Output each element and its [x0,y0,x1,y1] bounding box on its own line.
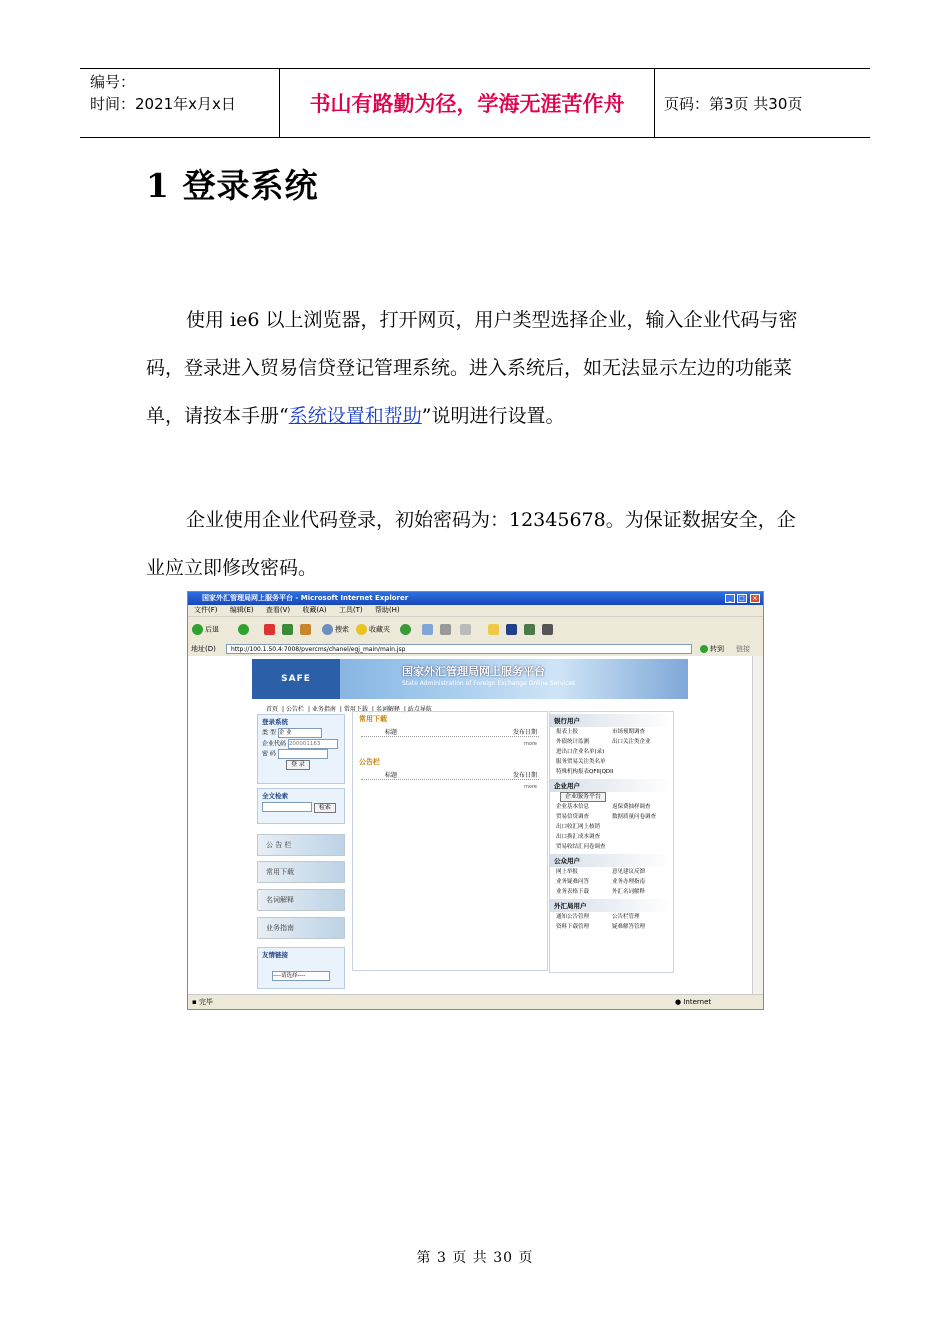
search-title: 全文检索 [262,792,288,800]
close-icon[interactable]: × [750,594,760,603]
nav-guide[interactable]: 业务指南 [311,706,336,713]
nav-download[interactable]: 常用下载 [343,706,368,713]
bank-users-row-2 [550,737,673,747]
fx-link[interactable]: 疑难解答管理 [612,924,646,930]
section-heading: 1 登录系统 [146,166,319,205]
bank-link[interactable]: 报表上报 [556,729,579,735]
print-button[interactable] [440,624,453,635]
bank-users-title: 银行用户 [550,714,673,727]
menu-edit[interactable]: 编辑(E) [229,606,254,614]
window-titlebar [188,592,763,605]
paragraph-1-text: 使用 ie6 以上浏览器，打开网页，用户类型选择企业，输入企业代码与密码，登录进入贸易信贷登记管理系统。进入系统后，如无法显示左边的功能菜单，请按本手册“ [146,309,798,427]
fx-link[interactable]: 通知公告管理 [556,914,590,920]
document-number: 编号： [90,73,136,91]
paragraph-1 [146,296,806,440]
enterprise-link[interactable]: 贸易收结汇问卷调查 [556,844,606,850]
login-button[interactable]: 登 录 [286,760,310,770]
right-column [549,711,674,973]
back-button[interactable] [192,624,219,635]
search-label: 搜索 [335,625,349,634]
middle-column [352,711,548,971]
login-button-row [286,760,344,770]
side-button-guide[interactable]: 业务指南 [257,917,345,939]
side-button-download[interactable]: 常用下载 [257,861,345,883]
public-row-2 [550,877,673,887]
platform-row [550,792,673,802]
extra-button[interactable] [542,624,555,635]
home-button[interactable] [300,624,313,635]
enterprise-link[interactable]: 贸易信贷调查 [556,814,590,820]
friend-links-row [272,971,344,982]
header-meta [80,69,280,137]
window-title: 国家外汇管理局网上服务平台 - Microsoft Internet Explorer [202,594,409,602]
downloads-col-date: 发布日期 [512,729,537,736]
downloads-more-link[interactable]: more [524,741,537,747]
favorites-label: 收藏夹 [369,625,390,634]
web-page-content [188,656,755,996]
menu-file[interactable]: 文件(F) [194,606,218,614]
nav-home[interactable]: 首页 [266,706,279,713]
research-button[interactable] [506,624,519,635]
edit-icon [460,624,471,635]
help-link[interactable]: 系统设置和帮助 [288,405,422,427]
mail-button[interactable] [422,624,435,635]
notices-header-row [361,769,539,780]
public-link[interactable]: 业务疑难问答 [556,879,590,885]
address-input[interactable]: http://100.1.50.4:7008/pvercms/chanel/egj_main/main.jsp [226,644,692,654]
internet-zone [675,995,711,1009]
tool-icon [542,624,553,635]
bank-link[interactable]: 出口关注类企业 [612,739,651,745]
type-select[interactable]: 企 业 [278,728,322,738]
menu-bar [188,605,763,616]
edit-button[interactable] [460,624,473,635]
nav-sitemap[interactable]: 站点导航 [407,706,432,713]
public-row-1 [550,867,673,877]
code-row [262,739,344,750]
status-bar [188,994,763,1009]
menu-help[interactable]: 帮助(H) [374,606,400,614]
notices-title: 公告栏 [359,758,380,766]
nav-notice[interactable]: 公告栏 [285,706,304,713]
fx-users-title: 外汇局用户 [550,899,673,912]
page-footer: 第 3 页 共 30 页 [416,1250,534,1266]
vertical-scrollbar[interactable] [752,656,763,996]
refresh-button[interactable] [282,624,295,635]
enterprise-row-1 [550,802,673,812]
enterprise-row-2 [550,812,673,822]
messenger-button[interactable] [524,624,537,635]
notices-col-date: 发布日期 [512,772,537,779]
site-banner [252,659,688,699]
favorites-button[interactable] [356,624,390,635]
menu-view[interactable]: 查看(V) [265,606,291,614]
fulltext-search-input[interactable] [262,802,312,812]
page-header [80,68,870,138]
bank-users-row-1 [550,727,673,737]
search-button[interactable] [322,624,349,635]
mail-icon [422,624,433,635]
menu-tools[interactable]: 工具(T) [338,606,363,614]
folder-icon [488,624,499,635]
back-label: 后退 [205,625,219,634]
enterprise-users-title: 企业用户 [550,779,673,792]
enterprise-link[interactable]: 返保费抽样调查 [612,804,651,810]
maximize-icon[interactable]: □ [737,594,747,603]
fx-link[interactable]: 公告栏管理 [612,914,640,920]
menu-favorites[interactable]: 收藏(A) [302,606,327,614]
password-input[interactable] [278,749,328,759]
bank-link[interactable]: 进出口企业名单(录) [556,749,605,755]
globe-icon: ● [675,998,682,1006]
search-submit-button[interactable]: 检索 [314,803,336,813]
side-button-glossary[interactable]: 名词解释 [257,889,345,911]
stop-icon [264,624,275,635]
fx-row-2 [550,922,673,932]
go-arrow-icon [700,645,708,653]
go-button[interactable] [700,642,724,656]
search-box [257,788,345,824]
forward-arrow-icon [238,624,249,635]
research-icon [506,624,517,635]
back-arrow-icon [192,624,203,635]
notices-col-title: 标题 [385,772,398,779]
header-page-number: 页码：第3页 共30页 [664,94,803,113]
browser-screenshot [187,591,764,1010]
paragraph-1-tail: ”说明进行设置。 [421,405,565,427]
banner-title: 国家外汇管理局网上服务平台 [402,665,545,678]
code-label: 企业代码 [262,740,287,747]
side-button-notice[interactable]: 公 告 栏 [257,834,345,856]
banner-subtitle: State Administration of Foreign Exchange Online Services [402,680,576,687]
public-row-3 [550,887,673,897]
password-label: 密 码 [262,750,276,758]
forward-button[interactable] [238,624,251,635]
folder-button[interactable] [488,624,501,635]
safe-logo[interactable]: SAFE [252,659,340,699]
status-text: 完毕 [198,998,213,1006]
messenger-icon [524,624,535,635]
bank-link[interactable]: 特殊机构报表QFII|QDII [556,769,614,775]
bank-link[interactable]: 服务贸易关注类名单 [556,759,606,765]
minimize-icon[interactable]: _ [725,594,735,603]
ie-page-icon: ▪ [192,998,197,1006]
search-icon [322,624,333,635]
public-link[interactable]: 意见建议反馈 [612,869,646,875]
document-time: 时间：2021年x月x日 [90,95,236,113]
search-row [262,802,344,813]
public-link[interactable]: 网上举报 [556,869,579,875]
friend-links-title: 友情链接 [262,951,288,959]
paragraph-2: 企业使用企业代码登录，初始密码为：12345678。为保证数据安全，企业应立即修改密码。 [146,509,796,579]
stop-button[interactable] [264,624,277,635]
enterprise-platform-button[interactable]: 企业服务平台 [560,792,606,802]
enterprise-code-input[interactable]: 200001163 [288,739,338,749]
password-row [262,749,344,760]
nav-glossary[interactable]: 名词解释 [375,706,400,713]
address-label: 地址(D) [191,645,216,653]
downloads-col-title: 标题 [385,729,398,736]
downloads-header-row [361,726,539,737]
public-link[interactable]: 业务表格下载 [556,889,590,895]
fx-link[interactable]: 资料下载管理 [556,924,590,930]
history-button[interactable] [400,624,413,635]
bank-link[interactable]: 外债统计监测 [556,739,590,745]
header-motto: 书山有路勤为径，学海无涯苦作舟 [280,69,655,137]
public-users-title: 公众用户 [550,854,673,867]
notices-more-link[interactable]: more [524,784,537,790]
enterprise-link[interactable]: 企业基本信息 [556,804,590,810]
browser-toolbar [188,616,763,643]
public-link[interactable]: 业务办理指南 [612,879,646,885]
friend-links-box [257,947,345,989]
login-box [257,714,345,784]
zone-label: Internet [683,998,712,1006]
history-icon [400,624,411,635]
go-label: 转到 [710,645,724,653]
links-label[interactable]: 链接 [736,645,750,653]
left-column [257,714,347,994]
site-nav: 首页 | 公告栏 | 业务指南 | 常用下载 | 名词解释 | 站点导航 [266,706,432,713]
public-link[interactable]: 外汇名词解释 [612,889,646,895]
friend-links-select[interactable]: ----请选择---- [272,971,330,981]
enterprise-link[interactable]: 数据质量问卷调查 [612,814,657,820]
home-icon [300,624,311,635]
type-row [262,728,344,739]
print-icon [440,624,451,635]
type-label: 类 型 [262,729,276,737]
login-title: 登录系统 [262,718,288,726]
enterprise-link[interactable]: 出口换汇成本调查 [556,834,601,840]
bank-link[interactable]: 市场预期调查 [612,729,646,735]
downloads-title: 常用下载 [359,715,387,723]
star-icon [356,624,367,635]
fx-row-1 [550,912,673,922]
refresh-icon [282,624,293,635]
address-bar [188,642,763,656]
enterprise-link[interactable]: 出口收汇网上核销 [556,824,601,830]
